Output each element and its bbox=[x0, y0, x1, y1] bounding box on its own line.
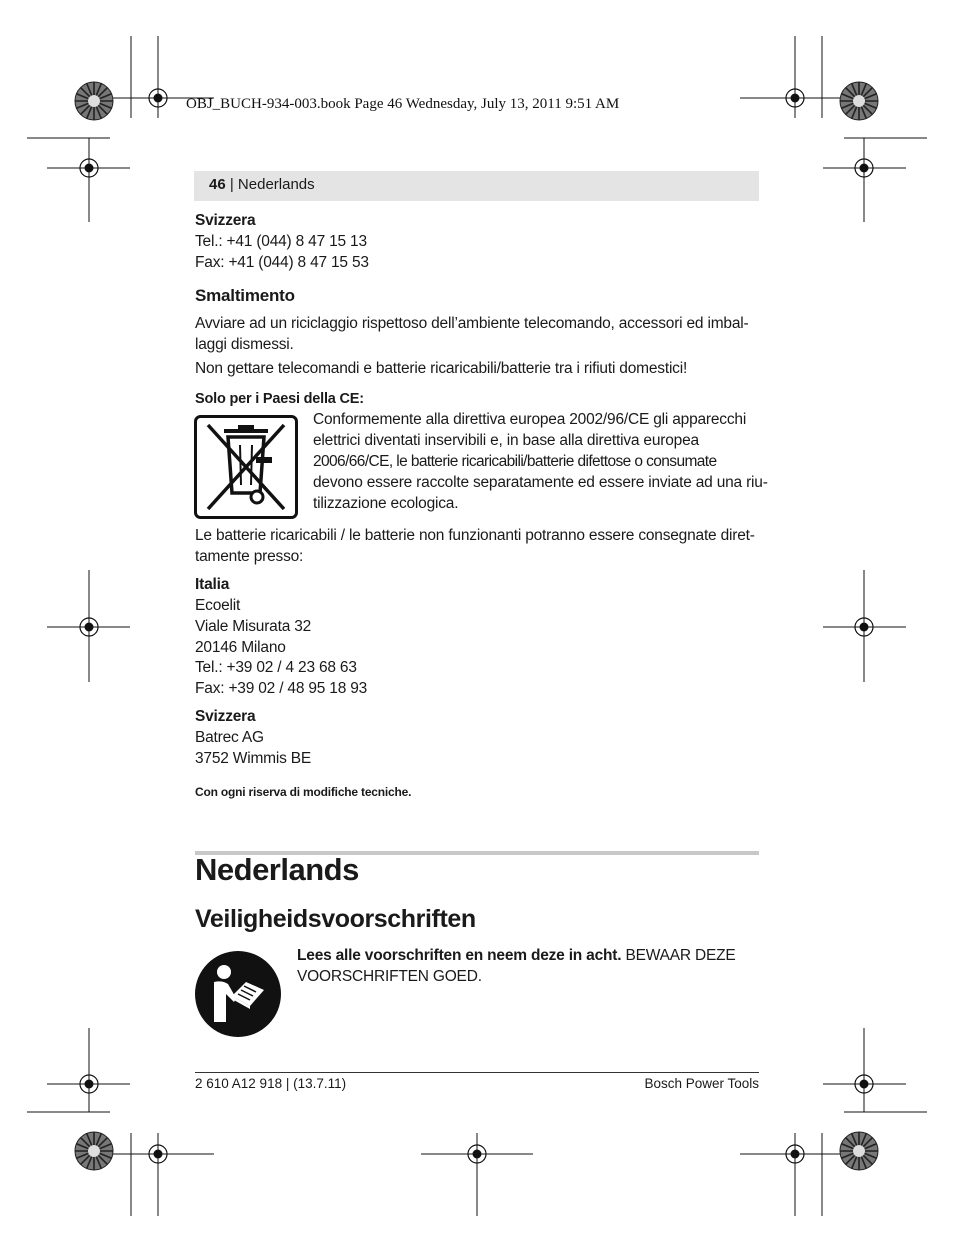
instruction-bold: Lees alle voorschriften en neem deze in acht. bbox=[297, 947, 622, 964]
footer-doc-number: 2 610 A12 918 | (13.7.11) bbox=[195, 1076, 347, 1091]
ce-line-4: devono essere raccolte separatamente ed essere inviate ad una riu- bbox=[313, 474, 768, 491]
instruction-line1 bbox=[297, 946, 736, 967]
header-language: Nederlands bbox=[237, 176, 315, 193]
smaltimento-para1-line2: laggi dismessi. bbox=[195, 336, 294, 353]
ce-line-3: 2006/66/CE, le batterie ricaricabili/batterie difettose o consumate bbox=[313, 453, 717, 470]
footer-brand: Bosch Power Tools bbox=[644, 1076, 759, 1091]
batterie-line1: Le batterie ricaricabili / le batterie non funzionanti potranno essere consegnate diret- bbox=[195, 527, 755, 544]
svizzera2-line-2: 3752 Wimmis BE bbox=[195, 750, 312, 767]
svizzera-title: Svizzera bbox=[195, 212, 256, 229]
svizzera2-line-1: Batrec AG bbox=[195, 729, 264, 746]
section-subtitle: Veiligheidsvoorschriften bbox=[195, 905, 476, 933]
header-separator: | bbox=[225, 176, 238, 193]
italia-line-1: Ecoelit bbox=[195, 597, 241, 614]
italia-line-2: Viale Misurata 32 bbox=[195, 618, 312, 635]
instruction-line2: VOORSCHRIFTEN GOED. bbox=[297, 968, 482, 985]
ce-line-1: Conformemente alla direttiva europea 2002/96/CE gli apparecchi bbox=[313, 411, 747, 428]
batterie-line2: tamente presso: bbox=[195, 548, 304, 565]
page-number: 46 bbox=[209, 176, 226, 193]
italia-line-3: 20146 Milano bbox=[195, 639, 286, 656]
ce-heading: Solo per i Paesi della CE: bbox=[195, 391, 364, 407]
section-title: Nederlands bbox=[195, 852, 359, 887]
italia-title: Italia bbox=[195, 576, 230, 593]
svizzera2-title: Svizzera bbox=[195, 708, 256, 725]
svizzera-tel: Tel.: +41 (044) 8 47 15 13 bbox=[195, 233, 367, 250]
italia-line-5: Fax: +39 02 / 48 95 18 93 bbox=[195, 680, 368, 697]
svizzera-fax: Fax: +41 (044) 8 47 15 53 bbox=[195, 254, 369, 271]
page-header bbox=[194, 171, 759, 201]
ce-line-2: elettrici diventati inservibili e, in base alla direttiva europea bbox=[313, 432, 699, 449]
instruction-rest: BEWAAR DEZE bbox=[621, 947, 736, 964]
weee-crossed-bin-icon bbox=[194, 415, 298, 519]
footer-rule bbox=[195, 1072, 759, 1073]
book-file-line: OBJ_BUCH-934-003.book Page 46 Wednesday, July 13, 2011 9:51 AM bbox=[186, 96, 620, 112]
smaltimento-para1-line1: Avviare ad un riciclaggio rispettoso dell’ambiente telecomando, accessori ed imbal- bbox=[195, 315, 749, 332]
read-manual-icon bbox=[194, 950, 282, 1038]
smaltimento-heading: Smaltimento bbox=[195, 286, 295, 305]
ce-line-5: tilizzazione ecologica. bbox=[313, 495, 459, 512]
italia-line-4: Tel.: +39 02 / 4 23 68 63 bbox=[195, 659, 357, 676]
technical-note: Con ogni riserva di modifiche tecniche. bbox=[195, 785, 412, 799]
smaltimento-para2: Non gettare telecomandi e batterie ricaricabili/batterie tra i rifiuti domestici! bbox=[195, 360, 688, 377]
